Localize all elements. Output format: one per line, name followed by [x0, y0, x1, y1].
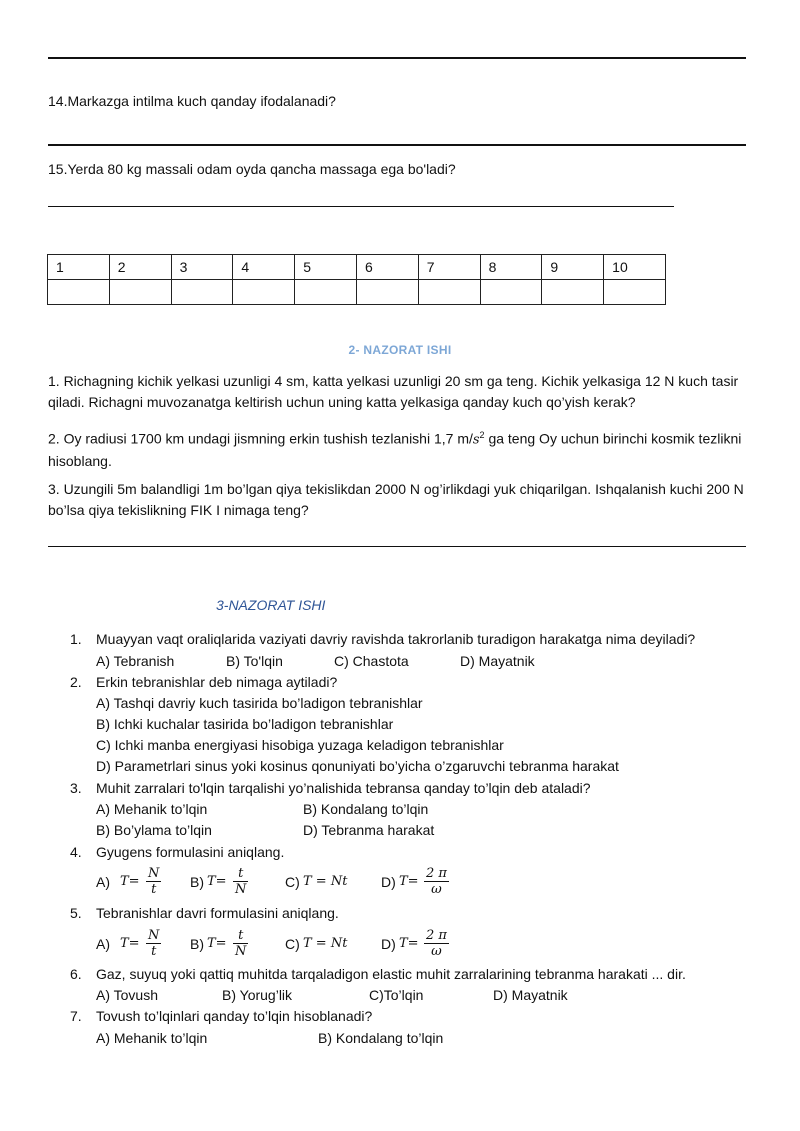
- q2-option-d: D) Parametrlari sinus yoki kosinus qonuniyati bo’yicha o’zgaruvchi tebranma harakat: [96, 758, 619, 774]
- q1-option-c: C) Chastota: [334, 653, 409, 669]
- q4-formula-b-fraction: $\frac{t}{N}$: [235, 866, 247, 897]
- q4-formula-a-fraction: $\frac{N}{t}$: [148, 866, 160, 897]
- q6-option-a: A) Tovush: [96, 987, 158, 1003]
- grid-answer-cell[interactable]: [356, 280, 418, 305]
- grid-header-cell: 3: [171, 255, 233, 280]
- grid-header-cell: 8: [480, 255, 542, 280]
- question-14: 14.Markazga intilma kuch qanday ifodalanadi?: [48, 93, 336, 109]
- grid-header-cell: 1: [48, 255, 110, 280]
- q1-option-d: D) Mayatnik: [460, 653, 535, 669]
- q4-label-c: C): [285, 874, 300, 890]
- q7-text: Tovush to’lqinlari qanday to’lqin hisoblanadi?: [96, 1008, 373, 1024]
- section-2-problem-1: 1. Richagning kichik yelkasi uzunligi 4 sm, katta yelkasi uzunligi 20 sm ga teng. Kichik yelkasiga 12 N kuch tasir qiladi. Richagni muvozanatga keltirish uchun uning katta yelkasiga qanday kuch qo’yish kerak?: [48, 373, 739, 410]
- q6-number: 6.: [70, 966, 82, 982]
- q2-option-b: B) Ichki kuchalar tasirida bo’ladigon tebranishlar: [96, 716, 394, 732]
- q7-option-a: A) Mehanik to’lqin: [96, 1030, 208, 1046]
- grid-answer-cell[interactable]: [295, 280, 357, 305]
- q5-formula-a-fraction: $\frac{N}{t}$: [148, 928, 160, 959]
- grid-header-cell: 9: [542, 255, 604, 280]
- section-2-title: 2- NAZORAT ISHI: [348, 343, 452, 357]
- q3-text: Muhit zarralari to'lqin tarqalishi yo’nalishida tebransa qanday to’lqin deb ataladi?: [96, 780, 591, 796]
- answer-grid: [47, 254, 666, 305]
- grid-answer-cell[interactable]: [48, 280, 110, 305]
- question-15: 15.Yerda 80 kg massali odam oyda qancha massaga ega bo'ladi?: [48, 161, 456, 177]
- q6-option-b: B) Yorug’lik: [222, 987, 293, 1003]
- grid-header-cell: 5: [295, 255, 357, 280]
- q1-option-a: A) Tebranish: [96, 653, 175, 669]
- grid-answer-cell[interactable]: [542, 280, 604, 305]
- q5-formula-d-lhs: T=: [399, 936, 419, 951]
- q4-formula-b-lhs: T=: [207, 874, 227, 889]
- q3-option-d: D) Tebranma harakat: [303, 822, 435, 838]
- grid-answer-cell[interactable]: [418, 280, 480, 305]
- grid-answer-cell[interactable]: [171, 280, 233, 305]
- problem-2-text-end: ga teng Oy uchun birinchi kosmik tezlikni hisoblang.: [48, 430, 742, 469]
- q5-label-d: D): [381, 936, 396, 952]
- q5-formula-d-fraction: $\frac{2 \pi}{\omega}$: [426, 928, 447, 959]
- section-2-problem-3: 3. Uzungili 5m balandligi 1m bo’lgan qiya tekislikdan 2000 N og’irlikdagi yuk chiqarilgan. Ishqalanish kuchi 200 N bo’lsa qiya tekislikning FIK I nimaga teng?: [48, 481, 744, 518]
- grid-header-cell: 2: [109, 255, 171, 280]
- q5-label-b: B): [190, 936, 204, 952]
- unit-s: s: [472, 432, 480, 448]
- q3-option-a: A) Mehanik to’lqin: [96, 801, 208, 817]
- answer-line-15: [48, 206, 674, 207]
- q7-number: 7.: [70, 1008, 82, 1024]
- q4-number: 4.: [70, 844, 82, 860]
- grid-header-cell: 4: [233, 255, 295, 280]
- q4-formula-d-lhs: T=: [399, 874, 419, 889]
- q3-option-b2: B) Bo’ylama to’lqin: [96, 822, 212, 838]
- q5-formula-b-fraction: $\frac{t}{N}$: [235, 928, 247, 959]
- section-2-bottom-rule: [48, 546, 746, 547]
- grid-answer-cell[interactable]: [480, 280, 542, 305]
- q2-option-a: A) Tashqi davriy kuch tasirida bo’ladigon tebranishlar: [96, 695, 423, 711]
- q5-label-c: C): [285, 936, 300, 952]
- q2-number: 2.: [70, 674, 82, 690]
- q3-number: 3.: [70, 780, 82, 796]
- q7-option-b: B) Kondalang to’lqin: [318, 1030, 444, 1046]
- q2-option-c: C) Ichki manba energiyasi hisobiga yuzaga keladigon tebranishlar: [96, 737, 504, 753]
- grid-header-cell: 7: [418, 255, 480, 280]
- section-3-title: 3-NAZORAT ISHI: [216, 597, 326, 613]
- q5-formula-c: T = Nt: [303, 936, 348, 951]
- q1-number: 1.: [70, 631, 82, 647]
- q4-label-d: D): [381, 874, 396, 890]
- answer-line-14: [48, 144, 746, 146]
- grid-answer-cell[interactable]: [109, 280, 171, 305]
- q4-formula-a-lhs: T=: [120, 874, 140, 889]
- grid-answer-cell[interactable]: [233, 280, 295, 305]
- answer-grid-blank-row: [48, 280, 666, 305]
- section-2-problem-2: [48, 425, 748, 472]
- q2-text: Erkin tebranishlar deb nimaga aytiladi?: [96, 674, 338, 690]
- q5-formula-b-lhs: T=: [207, 936, 227, 951]
- q4-formula-c: T = Nt: [303, 874, 348, 889]
- grid-header-cell: 6: [356, 255, 418, 280]
- q4-formula-d-fraction: $\frac{2 \pi}{\omega}$: [426, 866, 447, 897]
- q5-text: Tebranishlar davri formulasini aniqlang.: [96, 905, 339, 921]
- top-rule: [48, 57, 746, 59]
- q6-option-c: C)To’lqin: [369, 987, 424, 1003]
- problem-2-text-start: 2. Oy radiusi 1700 km undagi jismning erkin tushish tezlanishi 1,7 m/: [48, 430, 473, 447]
- answer-grid-header: [48, 255, 666, 280]
- q4-text: Gyugens formulasini aniqlang.: [96, 844, 285, 860]
- q1-option-b: B) To'lqin: [226, 653, 283, 669]
- q6-option-d: D) Mayatnik: [493, 987, 568, 1003]
- q3-option-b: B) Kondalang to’lqin: [303, 801, 429, 817]
- q5-number: 5.: [70, 905, 82, 921]
- q1-text: Muayyan vaqt oraliqlarida vaziyati davriy ravishda takrorlanib turadigon harakatga nima deyiladi?: [96, 631, 696, 647]
- q4-label-b: B): [190, 874, 204, 890]
- grid-header-cell: 10: [604, 255, 666, 280]
- grid-answer-cell[interactable]: [604, 280, 666, 305]
- q4-label-a: A): [96, 874, 110, 890]
- q6-text: Gaz, suyuq yoki qattiq muhitda tarqaladigon elastic muhit zarralarining tebranma harakati ... dir.: [96, 966, 686, 982]
- q5-formula-a-lhs: T=: [120, 936, 140, 951]
- q5-label-a: A): [96, 936, 110, 952]
- unit-exponent: 2: [479, 430, 485, 440]
